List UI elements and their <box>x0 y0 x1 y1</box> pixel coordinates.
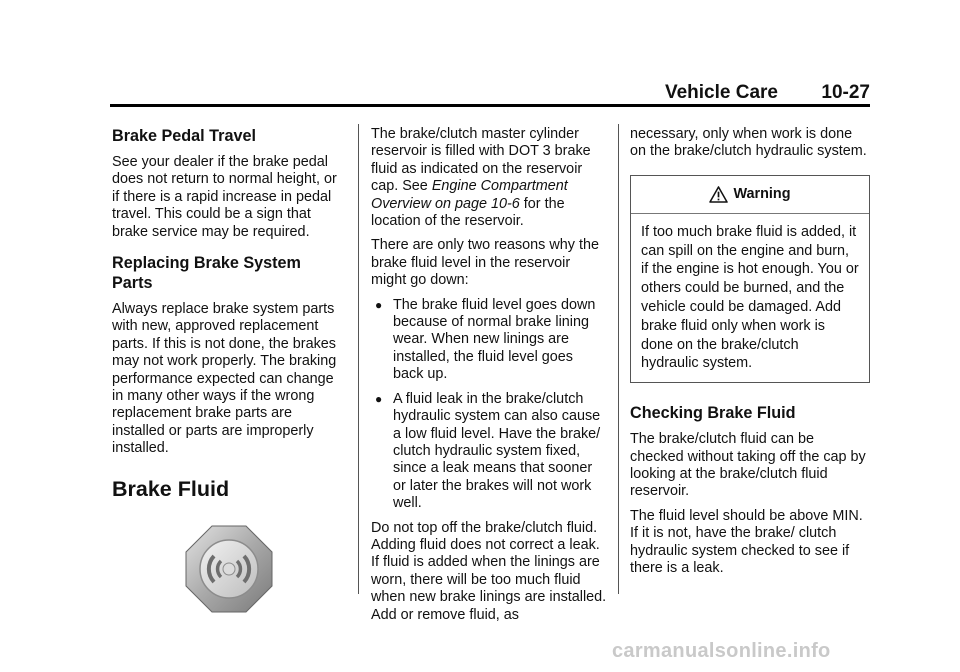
warning-triangle-icon <box>709 186 728 203</box>
paragraph-brake-pedal-travel: See your dealer if the brake pedal does not return to normal height, or if there is a rapid increase in pedal travel. This could be a sign that brake service may be required. <box>112 154 337 240</box>
column-3 <box>630 126 870 584</box>
paragraph-reservoir: The brake/clutch master cylinder reservoir is filled with DOT 3 brake fluid as indicated on the reservoir cap. See Engine Compartment Overview on page 10-6 for the location of the reservoir. <box>371 126 591 230</box>
warning-body: If too much brake fluid is added, it can spill on the engine and burn, if the engine is hot enough. You or others could be burned, and the vehicle could be damaged. Add brake fluid only when work is done on the brake/clutch hydraulic system. <box>641 223 859 372</box>
heading-brake-pedal-travel: Brake Pedal Travel <box>112 127 256 145</box>
page-number: 10-27 <box>821 82 870 103</box>
list-item: ● The brake fluid level goes down because of normal brake lining wear. When new linings are installed, the fluid level goes back up. <box>375 296 596 383</box>
warning-title: Warning <box>733 185 791 202</box>
warning-header <box>631 176 869 214</box>
heading-replacing-brake-system-parts: Replacing Brake System Parts <box>112 254 301 293</box>
warning-box <box>630 175 870 383</box>
cross-reference-link[interactable]: Engine Compartment Overview on page 10-6 <box>371 178 568 212</box>
bullet-icon: ● <box>375 391 383 406</box>
column-1 <box>112 126 344 614</box>
column-divider-1 <box>358 124 359 594</box>
brake-fluid-reservoir-cap-icon <box>184 524 274 614</box>
page-header <box>110 80 870 106</box>
paragraph-check-1: The brake/clutch fluid can be checked without taking off the cap by looking at the brake/clutch fluid reservoir. <box>630 431 866 500</box>
section-title: Vehicle Care <box>664 82 778 103</box>
header-rule <box>110 104 870 107</box>
heading-checking-brake-fluid: Checking Brake Fluid <box>630 404 796 423</box>
bullet-icon: ● <box>375 297 383 312</box>
paragraph-do-not-top-off: Do not top off the brake/clutch fluid. Adding fluid does not correct a leak. If fluid is added when the linings are worn, there will be too much fluid when new brake linings are installed. Add or remove fluid, as <box>371 519 607 623</box>
column-2 <box>371 126 607 631</box>
heading-brake-fluid: Brake Fluid <box>112 476 230 501</box>
paragraph-two-reasons: There are only two reasons why the brake fluid level in the reservoir might go down: <box>371 237 599 289</box>
paragraph-continued: necessary, only when work is done on the brake/clutch hydraulic system. <box>630 126 867 160</box>
watermark: carmanualsonline.info <box>612 640 831 662</box>
list-item: ● A fluid leak in the brake/clutch hydraulic system can also cause a low fluid level. Have the brake/ clutch hydraulic system fixed, since a leak means that sooner or later the brakes will not work well. <box>375 390 601 512</box>
paragraph-check-2: The fluid level should be above MIN. If it is not, have the brake/ clutch hydraulic system checked to see if there is a leak. <box>630 507 863 577</box>
column-divider-2 <box>618 124 619 594</box>
paragraph-replacing-parts: Always replace brake system parts with new, approved replacement parts. If this is not done, the brakes may not work properly. The braking performance expected can change in many other ways if the wrong replacement brake parts are installed or parts are improperly installed. <box>112 301 337 457</box>
